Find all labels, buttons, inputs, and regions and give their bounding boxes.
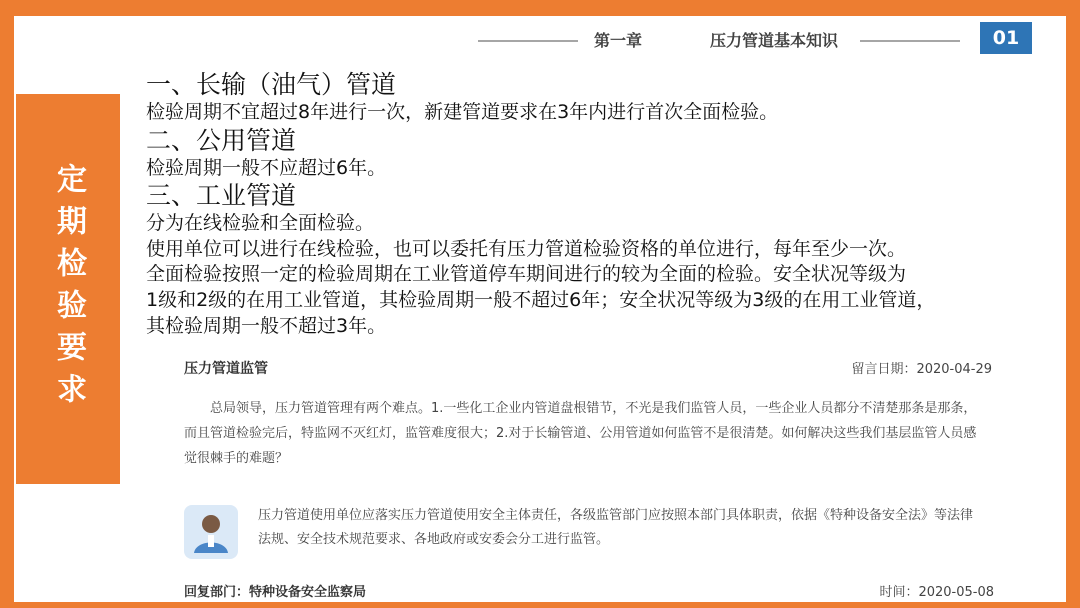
section3-line: 使用单位可以进行在线检验，也可以委托有压力管道检验资格的单位进行，每年至少一次。 <box>146 237 907 260</box>
question-text: 总局领导，压力管道管理有两个难点。1.一些化工企业内管道盘根错节，不光是我们监管人员，一些企业人员都分不清楚那条是那条，而且管道检验完后，特监网不灭红灯，监管难度很大；2.对于长输管道、公用管道如何监管不是很清楚。如何解决这些我们基层监管人员感觉很棘手的难题？ <box>184 401 977 466</box>
main-content <box>146 70 1066 339</box>
section1-text: 检验周期不宜超过8年进行一次，新建管道要求在3年内进行首次全面检验。 <box>146 101 779 123</box>
section3-line: 其检验周期一般不超过3年。 <box>146 314 387 337</box>
message-date: 留言日期：2020-04-29 <box>851 362 992 377</box>
answer-text: 压力管道使用单位应落实压力管道使用安全主体责任，各级监管部门应按照本部门具体职责，依据《特种设备安全法》等法律法规、安全技术规范要求、各地政府或安委会分工进行监管。 <box>258 508 974 547</box>
user-avatar-icon <box>184 505 238 559</box>
page-number-badge: 01 <box>980 22 1032 54</box>
header-divider-left <box>478 40 578 42</box>
reply-time: 时间：2020-05-08 <box>879 585 994 600</box>
header-divider-right <box>860 40 960 42</box>
chapter-label: 第一章 <box>594 31 643 50</box>
chapter-title: 压力管道基本知识 <box>710 31 839 50</box>
section3-line: 全面检验按照一定的检验周期在工业管道停车期间进行的较为全面的检验。安全状况等级为 <box>146 263 907 286</box>
qa-screenshot-panel <box>172 350 1006 602</box>
section1-heading: 一、长输（油气）管道 <box>146 70 397 99</box>
section3-line: 1级和2级的在用工业管道，其检验周期一般不超过6年；安全状况等级为3级的在用工业管道， <box>146 288 936 311</box>
section3-line: 分为在线检验和全面检验。 <box>146 212 375 235</box>
reply-department: 回复部门：特种设备安全监察局 <box>184 585 367 600</box>
qa-title: 压力管道监管 <box>184 361 268 377</box>
section3-heading: 三、工业管道 <box>146 181 297 211</box>
section2-text: 检验周期一般不应超过6年。 <box>146 156 387 179</box>
sidebar-title: 定期检验要求 <box>51 163 86 415</box>
sidebar-title-box <box>16 94 120 484</box>
section2-heading: 二、公用管道 <box>146 125 297 155</box>
